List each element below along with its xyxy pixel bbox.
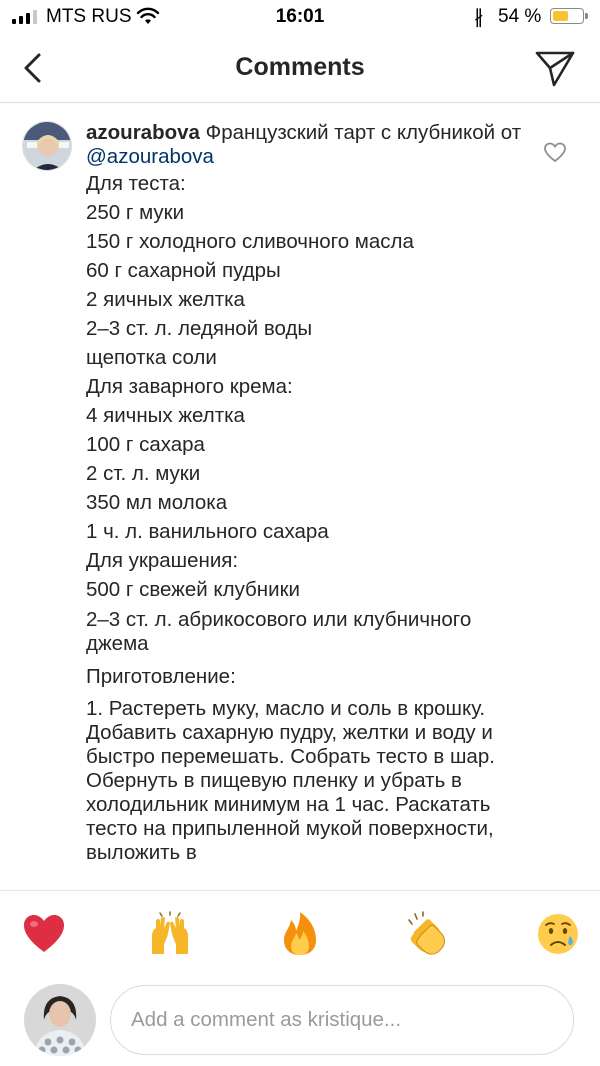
ingredient-line: Для заварного крема: [86,375,293,398]
carrier-name: MTS RUS [46,6,132,27]
ingredient-line: 500 г свежей клубники [86,578,300,601]
comment-username[interactable]: azourabova [86,121,200,144]
current-user-avatar[interactable] [24,984,96,1056]
page-title: Comments [235,53,365,81]
emoji-quick-reactions [0,900,600,970]
ingredient-line: 350 мл молока [86,491,228,514]
battery-percentage: 54 % [498,6,542,27]
comment-title-text: Французский тарт с клубникой от [199,121,522,144]
ingredient-line: 100 г сахара [86,433,205,456]
bluetooth-icon: ∦ [474,7,484,28]
ingredient-line: 2 яичных желтка [86,288,245,311]
ingredient-line: Для теста: [86,172,186,195]
ingredient-line: 2 ст. л. муки [86,462,201,485]
heart-outline-icon[interactable] [543,141,567,163]
caption-comment [0,103,600,890]
ingredient-line: 250 г муки [86,201,185,224]
ingredient-line: 150 г холодного сливочного масла [86,230,414,253]
battery-fill [553,11,568,21]
ingredient-line: 60 г сахарной пудры [86,259,281,282]
preparation-step: 1. Растереть муку, масло и соль в крошку. Добавить сахарную пудру, желтки и воду и быстро перемешать. Собрать тесто в шар. Обернуть в пищевую пленку и убрать в холодильник минимум на 1 час. Раскатать тесто на припыленной мукой поверхности, выложить в [86,697,495,864]
author-avatar[interactable] [22,121,72,171]
ingredient-list [86,169,526,604]
crying-face-icon[interactable] [534,910,582,958]
ingredient-line: 1 ч. л. ванильного сахара [86,520,329,543]
clock: 16:01 [275,6,325,27]
ingredient-line: Для украшения: [86,549,239,572]
battery-icon [550,8,584,24]
raising-hands-icon[interactable] [146,910,194,958]
comment-body [86,121,526,865]
comment-input-placeholder: Add a comment as kristique... [131,1008,402,1031]
comment-mention-link[interactable]: @azourabova [86,145,214,168]
fire-icon[interactable] [276,910,324,958]
comment-input[interactable] [110,985,574,1055]
ingredient-line: щепотка соли [86,346,217,369]
clapping-hands-icon[interactable] [404,910,452,958]
divider [0,890,600,891]
navigation-header [0,34,600,103]
red-heart-icon[interactable] [20,910,68,958]
ingredient-line: 4 яичных желтка [86,404,245,427]
preparation-heading: Приготовление: [86,665,236,688]
ingredient-line: 2–3 ст. л. ледяной воды [86,317,313,340]
jam-line: 2–3 ст. л. абрикосового или клубничного джема [86,608,472,655]
status-bar [0,0,600,34]
paper-plane-icon[interactable] [534,48,576,88]
